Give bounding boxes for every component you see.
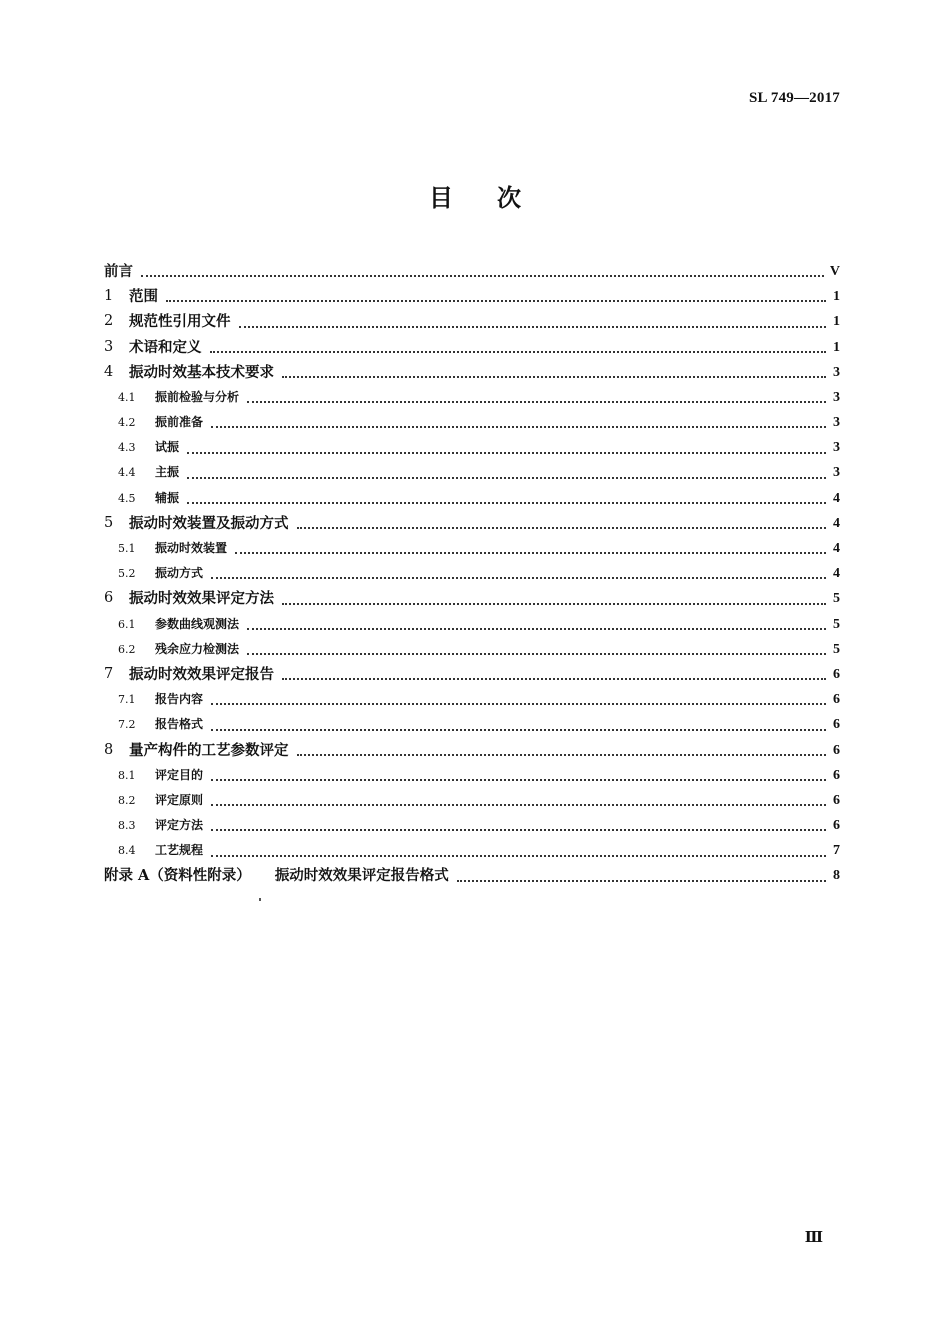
toc-entry-foreword[interactable] xyxy=(104,259,840,284)
toc-entry-number: 6.2 xyxy=(118,642,136,656)
title-char-1: 目 xyxy=(429,184,453,212)
toc-entry-page: 3 xyxy=(833,364,840,380)
toc-entry-page: 6 xyxy=(833,666,840,682)
toc-entry-page: 8 xyxy=(833,868,840,884)
toc-entry[interactable] xyxy=(104,511,840,536)
toc-entry-number: 7.2 xyxy=(118,718,136,732)
toc-entry-label: 辅振 xyxy=(155,490,180,505)
toc-entry-page: 7 xyxy=(833,843,840,859)
toc-entry-number: 4 xyxy=(104,363,114,380)
toc-entry[interactable] xyxy=(104,662,840,687)
toc-subentry[interactable] xyxy=(104,687,840,712)
toc-entry-label: 振动时效效果评定方法 xyxy=(129,590,274,608)
toc-entry-label xyxy=(104,863,449,888)
toc-entry-label: 量产构件的工艺参数评定 xyxy=(129,741,289,759)
toc-entry-label: 规范性引用文件 xyxy=(129,313,231,331)
toc-entry-page: 6 xyxy=(833,767,840,783)
toc-entry-page: 3 xyxy=(833,415,840,431)
toc-entry-label: 术语和定义 xyxy=(129,338,202,356)
toc-leader-dots xyxy=(297,511,827,536)
toc-entry-page: 3 xyxy=(833,440,840,456)
toc-subentry[interactable] xyxy=(104,788,840,813)
page-title xyxy=(0,178,950,213)
toc-entry[interactable] xyxy=(104,309,840,334)
toc-leader-dots xyxy=(247,612,826,637)
toc-entry-number: 5.1 xyxy=(118,542,136,556)
toc-entry-number: 3 xyxy=(104,338,114,355)
toc-entry-number: 2 xyxy=(104,313,114,330)
standard-code: SL 749—2017 xyxy=(749,90,840,106)
appendix-prefix: 附录 A（资料性附录） xyxy=(104,867,251,885)
toc-entry-number: 7.1 xyxy=(118,693,136,707)
toc-entry-number: 4.4 xyxy=(118,466,136,480)
toc-entry-page: 6 xyxy=(833,792,840,808)
toc-subentry[interactable] xyxy=(104,813,840,838)
toc-leader-dots xyxy=(297,738,827,763)
toc-leader-dots xyxy=(239,310,827,335)
toc-subentry[interactable] xyxy=(104,612,840,637)
toc-leader-dots xyxy=(141,259,824,284)
toc-subentry[interactable] xyxy=(104,712,840,737)
toc-entry-label: 振动时效基本技术要求 xyxy=(129,363,274,381)
toc-entry[interactable] xyxy=(104,586,840,611)
toc-entry-number: 4.3 xyxy=(118,441,136,455)
toc-entry-page: 1 xyxy=(833,339,840,355)
toc-entry-page: 5 xyxy=(833,616,840,632)
toc-entry-label: 报告格式 xyxy=(155,717,204,732)
toc-entry-number: 4.5 xyxy=(118,491,136,505)
toc-leader-dots xyxy=(282,587,826,612)
toc-leader-dots xyxy=(187,436,826,461)
toc-entry-label: 试振 xyxy=(155,440,180,455)
toc-entry-number: 8.1 xyxy=(118,768,136,782)
toc-leader-dots xyxy=(211,687,826,712)
toc-entry-number: 5.2 xyxy=(118,567,136,581)
toc-entry-label: 评定方法 xyxy=(155,818,204,833)
toc-entry-page: 5 xyxy=(833,641,840,657)
toc-entry-appendix-a[interactable] xyxy=(104,864,840,889)
toc-entry-label: 参数曲线观测法 xyxy=(155,616,240,631)
toc-entry[interactable] xyxy=(104,335,840,360)
toc-leader-dots xyxy=(211,561,826,586)
toc-entry-number: 6 xyxy=(104,590,114,607)
toc-leader-dots xyxy=(210,335,827,360)
toc-leader-dots xyxy=(211,839,826,864)
toc-leader-dots xyxy=(211,788,826,813)
toc-entry[interactable] xyxy=(104,738,840,763)
toc-leader-dots xyxy=(247,637,826,662)
page-number: Ⅲ xyxy=(804,1230,823,1246)
title-char-2: 次 xyxy=(497,184,521,212)
toc-leader-dots xyxy=(235,536,826,561)
toc-entry[interactable] xyxy=(104,360,840,385)
toc-leader-dots xyxy=(187,461,826,486)
toc-entry-page: 6 xyxy=(833,742,840,758)
toc-entry-number: 6.1 xyxy=(118,617,136,631)
toc-entry-label: 工艺规程 xyxy=(155,843,204,858)
toc-subentry[interactable] xyxy=(104,637,840,662)
toc-entry-number: 5 xyxy=(104,514,114,531)
toc-entry-page: 4 xyxy=(833,490,840,506)
toc-entry-page: 4 xyxy=(833,541,840,557)
toc-leader-dots xyxy=(211,763,826,788)
toc-entry-number: 4.1 xyxy=(118,390,136,404)
toc-leader-dots xyxy=(211,410,826,435)
toc-leader-dots xyxy=(282,360,826,385)
toc-entry-page: 4 xyxy=(833,566,840,582)
appendix-title: 振动时效效果评定报告格式 xyxy=(274,867,449,885)
stray-mark xyxy=(259,898,261,901)
toc-entry-label: 评定目的 xyxy=(155,767,204,782)
toc-subentry[interactable] xyxy=(104,486,840,511)
toc-leader-dots xyxy=(211,813,826,838)
toc-entry-label: 振前准备 xyxy=(155,415,204,430)
toc-entry-page: V xyxy=(829,263,840,279)
toc-entry-label: 振动方式 xyxy=(155,566,204,581)
toc-subentry[interactable] xyxy=(104,385,840,410)
toc-entry-page: 6 xyxy=(833,818,840,834)
toc-leader-dots xyxy=(247,385,826,410)
toc-entry-page: 5 xyxy=(833,591,840,607)
toc-subentry[interactable] xyxy=(104,435,840,460)
toc-entry-number: 7 xyxy=(104,665,114,682)
table-of-contents xyxy=(104,259,840,889)
toc-entry-page: 3 xyxy=(833,465,840,481)
toc-entry-number: 8 xyxy=(104,741,114,758)
toc-entry-label: 范围 xyxy=(129,288,158,306)
toc-subentry[interactable] xyxy=(104,536,840,561)
toc-entry-label: 残余应力检测法 xyxy=(155,641,240,656)
toc-leader-dots xyxy=(282,662,826,687)
toc-subentry[interactable] xyxy=(104,461,840,486)
toc-entry-label: 振动时效装置及振动方式 xyxy=(129,514,289,532)
toc-entry-label: 主振 xyxy=(155,465,180,480)
toc-entry-page: 1 xyxy=(833,314,840,330)
toc-entry-number: 4.2 xyxy=(118,416,136,430)
toc-entry-label: 振动时效效果评定报告 xyxy=(129,665,274,683)
toc-leader-dots xyxy=(166,284,826,309)
toc-entry-number: 8.3 xyxy=(118,819,136,833)
toc-entry-number: 8.4 xyxy=(118,844,136,858)
toc-subentry[interactable] xyxy=(104,561,840,586)
toc-entry[interactable] xyxy=(104,284,840,309)
toc-entry-label: 评定原则 xyxy=(155,792,204,807)
toc-entry-page: 6 xyxy=(833,717,840,733)
toc-subentry[interactable] xyxy=(104,763,840,788)
toc-entry-number: 8.2 xyxy=(118,793,136,807)
toc-subentry[interactable] xyxy=(104,410,840,435)
toc-leader-dots xyxy=(457,864,826,889)
toc-leader-dots xyxy=(211,713,826,738)
toc-entry-label: 报告内容 xyxy=(155,692,204,707)
toc-entry-number: 1 xyxy=(104,288,114,305)
toc-entry-page: 4 xyxy=(833,515,840,531)
toc-leader-dots xyxy=(187,486,826,511)
toc-entry-label: 振动时效装置 xyxy=(155,541,228,556)
toc-entry-label: 振前检验与分析 xyxy=(155,389,240,404)
toc-entry-page: 3 xyxy=(833,389,840,405)
toc-entry-page: 1 xyxy=(833,289,840,305)
toc-entry-label: 前言 xyxy=(104,262,133,280)
toc-subentry[interactable] xyxy=(104,838,840,863)
toc-entry-page: 6 xyxy=(833,692,840,708)
